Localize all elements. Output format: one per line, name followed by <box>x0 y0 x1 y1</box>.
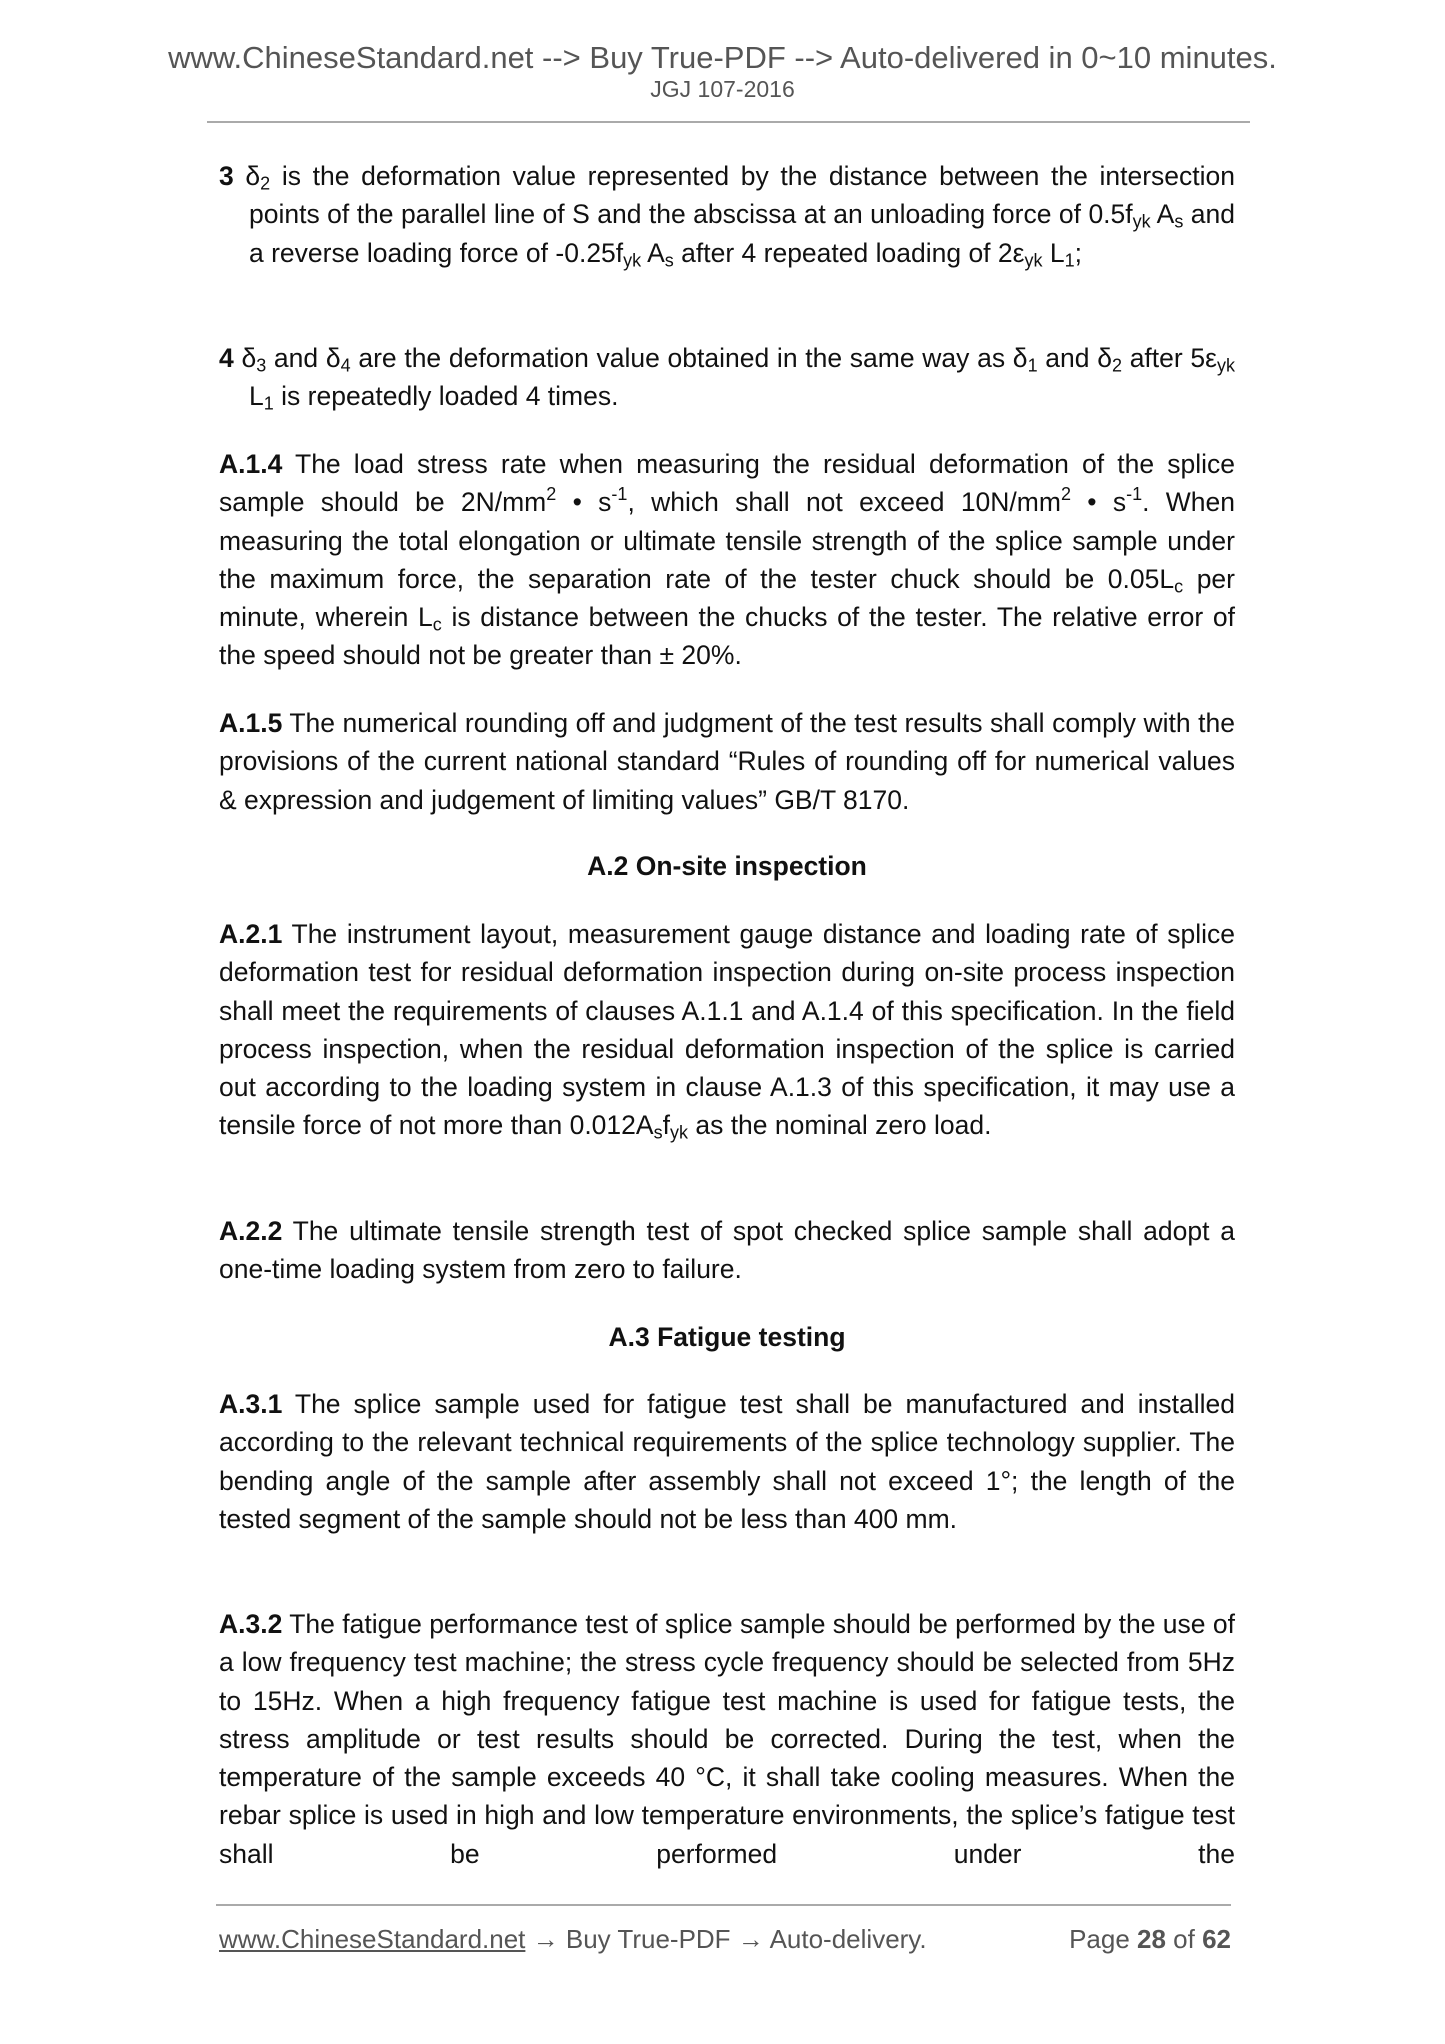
text-segment: A.3 Fatigue testing <box>608 1322 846 1352</box>
text-segment: • s <box>1070 487 1127 518</box>
text-segment: and δ <box>266 343 341 373</box>
text-segment: yk <box>1216 355 1235 376</box>
text-segment: 1 <box>1027 355 1038 376</box>
text-segment: 3 <box>256 355 267 376</box>
clause-number: A.3.1 <box>219 1389 283 1419</box>
text-segment: after 4 repeated loading of 2ε <box>673 237 1025 268</box>
page-indicator <box>1069 1924 1231 1955</box>
text-segment: δ <box>241 343 257 373</box>
of-label: of <box>1165 1924 1203 1954</box>
text-segment: f <box>662 1110 670 1141</box>
header-banner: www.ChineseStandard.net --> Buy True-PDF --> Auto-delivered in 0~10 minutes. <box>168 40 1277 75</box>
text-segment: per minute, wherein L <box>219 563 1235 633</box>
clause-number: A.2.2 <box>219 1216 283 1246</box>
text-segment: yk <box>1024 250 1043 271</box>
text-segment: The instrument layout, measurement gauge distance and loading rate of splice deformation test for residual deformation inspection during on-site process inspection shall meet the requirements of clauses A.1.1 and A.1.4 of this specification. In the field process inspection, when the residual deformation inspection of the splice is carried out according to the loading system in clause A.1.3 of this specification, it may use a tensile force of not more than 0.012A <box>219 919 1235 1141</box>
page-label: Page <box>1069 1924 1138 1954</box>
text-segment: yk <box>669 1122 688 1143</box>
text-segment: as the nominal zero load. <box>687 1110 992 1141</box>
text-segment: The fatigue performance test of splice sample should be performed by the use of a low frequency test machine; the stress cycle frequency should be selected from 5Hz to 15Hz. When a high frequency fatigue test machine is used for fatigue tests, the stress amplitude or test results should be corrected. During the test, when the temperature of the sample exceeds 40 °C, it shall take cooling measures. When the rebar splice is used in high and low temperature environments, the splice’s fatigue test shall be performed under the <box>219 1609 1235 1869</box>
text-segment: 4 <box>340 355 351 376</box>
clause-a-3-1 <box>219 1385 1235 1538</box>
text-segment: -1 <box>1126 484 1143 505</box>
footer-divider <box>216 1904 1231 1906</box>
text-segment: , which shall not exceed 10N/mm <box>627 487 1061 518</box>
text-segment: L <box>249 381 264 412</box>
text-segment: 1 <box>1064 250 1075 271</box>
clause-a-2-2 <box>219 1212 1235 1289</box>
clause-number: A.2.1 <box>219 919 283 949</box>
text-segment: L <box>1042 237 1065 268</box>
text-segment: is the deformation value represented by the distance between the intersection points of the parallel line of S and the abscissa at an unloading force of 0.5f <box>249 161 1235 230</box>
text-segment: A <box>641 237 665 268</box>
text-segment: s <box>664 250 674 271</box>
footer-link[interactable]: www.ChineseStandard.net <box>219 1924 526 1954</box>
clause-number: A.1.5 <box>219 708 283 738</box>
clause-a-1-5 <box>219 704 1235 819</box>
text-segment: The ultimate tensile strength test of spot checked splice sample shall adopt a one-time loading system from zero to failure. <box>219 1216 1235 1285</box>
clause-number: 3 <box>219 161 246 191</box>
document-id: JGJ 107-2016 <box>650 76 795 102</box>
text-segment: is repeatedly loaded 4 times. <box>273 381 619 412</box>
text-segment: . When measuring the total elongation or ultimate tensile strength of the splice sample under the maximum force, the separation rate of the tester chuck should be 0.05L <box>219 487 1236 594</box>
text-segment: 2 <box>1060 484 1071 505</box>
text-segment: A <box>1150 199 1175 230</box>
clause-a-1-4 <box>219 445 1235 675</box>
text-segment: 2 <box>260 173 271 194</box>
page-number: 28 <box>1137 1924 1166 1954</box>
text-segment: -1 <box>611 484 628 505</box>
text-segment: δ <box>245 161 261 191</box>
text-segment: are the deformation value obtained in the same way as δ <box>350 343 1028 373</box>
clause-a-3-2 <box>219 1605 1235 1873</box>
text-segment: • s <box>556 487 612 518</box>
item-4 <box>219 339 1235 416</box>
text-segment: The load stress rate when measuring the residual deformation of the splice sample should be 2N/mm <box>219 449 1235 518</box>
section-heading-a-2 <box>219 847 1235 885</box>
text-segment: c <box>1174 576 1184 597</box>
text-segment: c <box>432 614 442 635</box>
text-segment: The splice sample used for fatigue test shall be manufactured and installed according to the relevant technical requirements of the splice technology supplier. The bending angle of the sample after assembly shall not exceed 1°; the length of the tested segment of the sample should not be less than 400 mm. <box>219 1389 1235 1534</box>
text-segment: yk <box>1132 211 1151 232</box>
clause-number: 4 <box>219 343 242 373</box>
text-segment: 2 <box>546 484 557 505</box>
footer <box>219 1924 1231 1955</box>
header-divider <box>207 121 1250 123</box>
text-segment: and a reverse loading force of -0.25f <box>249 199 1236 268</box>
clause-number: A.1.4 <box>219 449 283 479</box>
section-heading-a-3 <box>219 1318 1235 1356</box>
clause-a-2-1 <box>219 915 1235 1145</box>
text-segment: yk <box>623 250 642 271</box>
text-segment: after 5ε <box>1122 343 1217 373</box>
item-3 <box>219 157 1235 272</box>
text-segment: ; <box>1074 237 1082 268</box>
text-segment: and δ <box>1037 343 1112 373</box>
text-segment: 2 <box>1111 355 1122 376</box>
text-segment: s <box>653 1122 663 1143</box>
text-segment: s <box>1174 211 1184 232</box>
text-segment: The numerical rounding off and judgment of the test results shall comply with the provisions of the current national standard “Rules of rounding off for numerical values & expression and judgement of limiting values” GB/T 8170. <box>219 708 1235 815</box>
page-total: 62 <box>1202 1924 1231 1954</box>
text-segment: 1 <box>263 393 274 414</box>
clause-number: A.3.2 <box>219 1609 283 1639</box>
footer-text: → Buy True-PDF → Auto-delivery. <box>525 1924 927 1954</box>
text-segment: A.2 On-site inspection <box>587 851 867 881</box>
text-segment: is distance between the chucks of the tester. The relative error of the speed should not be greater than ± 20%. <box>219 602 1235 671</box>
